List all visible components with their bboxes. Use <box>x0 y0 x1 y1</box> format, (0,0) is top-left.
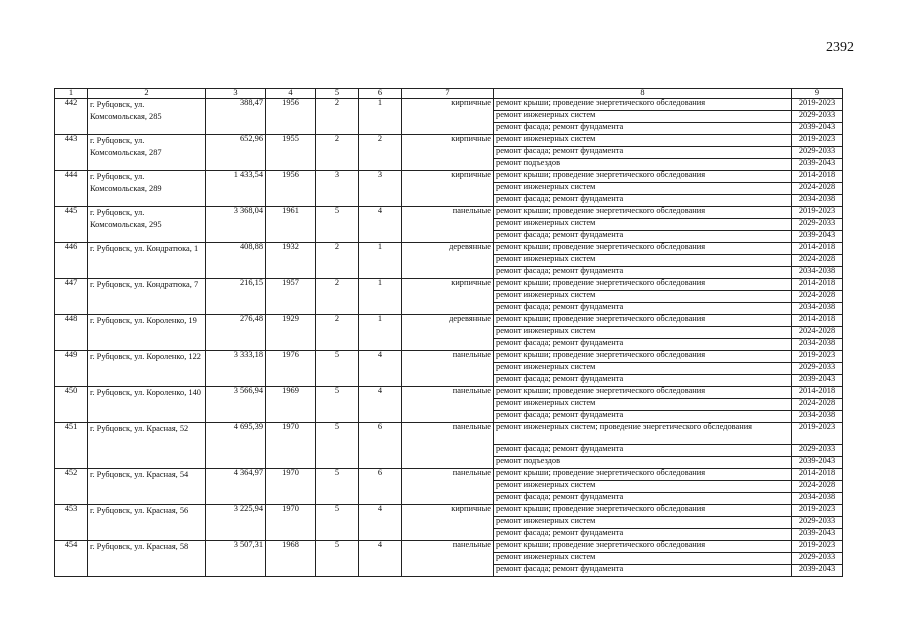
column-header: 4 <box>266 89 316 99</box>
period-cell: 2034-2038 <box>792 266 843 278</box>
work-type-cell: ремонт подъездов <box>494 456 792 468</box>
wall-material-cell: панельные <box>402 206 494 242</box>
period-cell: 2014-2018 <box>792 170 843 182</box>
work-type-cell: ремонт крыши; проведение энергетического обследования <box>494 242 792 254</box>
row-number: 452 <box>55 468 88 504</box>
period-cell: 2039-2043 <box>792 564 843 576</box>
floors-cell: 2 <box>316 98 359 134</box>
area-cell: 3 507,31 <box>206 540 266 576</box>
wall-material-cell: кирпичные <box>402 504 494 540</box>
period-cell: 2019-2023 <box>792 134 843 146</box>
period-cell: 2034-2038 <box>792 194 843 206</box>
table-row <box>55 386 843 398</box>
work-type-cell: ремонт фасада; ремонт фундамента <box>494 230 792 242</box>
row-number: 451 <box>55 422 88 468</box>
area-cell: 276,48 <box>206 314 266 350</box>
row-number: 448 <box>55 314 88 350</box>
table-row <box>55 170 843 182</box>
period-cell: 2029-2033 <box>792 146 843 158</box>
period-cell: 2019-2023 <box>792 206 843 218</box>
work-type-cell: ремонт крыши; проведение энергетического обследования <box>494 206 792 218</box>
period-cell: 2019-2023 <box>792 540 843 552</box>
row-number: 450 <box>55 386 88 422</box>
wall-material-cell: панельные <box>402 468 494 504</box>
period-cell: 2014-2018 <box>792 468 843 480</box>
floors-cell: 5 <box>316 386 359 422</box>
area-cell: 3 368,04 <box>206 206 266 242</box>
wall-material-cell: панельные <box>402 350 494 386</box>
period-cell: 2024-2028 <box>792 290 843 302</box>
area-cell: 652,96 <box>206 134 266 170</box>
entrances-cell: 4 <box>359 206 402 242</box>
work-type-cell: ремонт фасада; ремонт фундамента <box>494 146 792 158</box>
work-type-cell: ремонт фасада; ремонт фундамента <box>494 266 792 278</box>
table-row <box>55 242 843 254</box>
work-type-cell: ремонт фасада; ремонт фундамента <box>494 338 792 350</box>
address-cell: г. Рубцовск, ул. Короленко, 19 <box>88 314 206 350</box>
work-type-cell: ремонт инженерных систем <box>494 516 792 528</box>
year-cell: 1970 <box>266 468 316 504</box>
address-cell: г. Рубцовск, ул. Комсомольская, 287 <box>88 134 206 170</box>
work-type-cell: ремонт фасада; ремонт фундамента <box>494 528 792 540</box>
address-cell: г. Рубцовск, ул. Комсомольская, 295 <box>88 206 206 242</box>
table-row <box>55 278 843 290</box>
column-header: 8 <box>494 89 792 99</box>
entrances-cell: 3 <box>359 170 402 206</box>
period-cell: 2029-2033 <box>792 516 843 528</box>
entrances-cell: 1 <box>359 98 402 134</box>
floors-cell: 2 <box>316 242 359 278</box>
work-type-cell: ремонт инженерных систем <box>494 398 792 410</box>
period-cell: 2029-2033 <box>792 110 843 122</box>
repair-schedule-table <box>54 88 843 577</box>
row-number: 449 <box>55 350 88 386</box>
year-cell: 1961 <box>266 206 316 242</box>
floors-cell: 5 <box>316 350 359 386</box>
year-cell: 1956 <box>266 170 316 206</box>
row-number: 453 <box>55 504 88 540</box>
period-cell: 2019-2023 <box>792 98 843 110</box>
period-cell: 2019-2023 <box>792 350 843 362</box>
entrances-cell: 4 <box>359 504 402 540</box>
address-cell: г. Рубцовск, ул. Кондратюка, 1 <box>88 242 206 278</box>
wall-material-cell: кирпичные <box>402 134 494 170</box>
wall-material-cell: панельные <box>402 386 494 422</box>
entrances-cell: 4 <box>359 540 402 576</box>
header-row <box>55 89 843 99</box>
row-number: 444 <box>55 170 88 206</box>
area-cell: 216,15 <box>206 278 266 314</box>
year-cell: 1932 <box>266 242 316 278</box>
work-type-cell: ремонт фасада; ремонт фундамента <box>494 492 792 504</box>
address-cell: г. Рубцовск, ул. Короленко, 140 <box>88 386 206 422</box>
period-cell: 2029-2033 <box>792 218 843 230</box>
entrances-cell: 6 <box>359 468 402 504</box>
period-cell: 2034-2038 <box>792 338 843 350</box>
area-cell: 4 695,39 <box>206 422 266 468</box>
page-number: 2392 <box>826 40 854 55</box>
work-type-cell: ремонт фасада; ремонт фундамента <box>494 374 792 386</box>
period-cell: 2014-2018 <box>792 242 843 254</box>
table-row <box>55 350 843 362</box>
work-type-cell: ремонт инженерных систем <box>494 290 792 302</box>
floors-cell: 2 <box>316 134 359 170</box>
entrances-cell: 1 <box>359 314 402 350</box>
work-type-cell: ремонт крыши; проведение энергетического обследования <box>494 540 792 552</box>
table-row <box>55 422 843 444</box>
floors-cell: 5 <box>316 422 359 468</box>
address-cell: г. Рубцовск, ул. Комсомольская, 285 <box>88 98 206 134</box>
year-cell: 1969 <box>266 386 316 422</box>
year-cell: 1955 <box>266 134 316 170</box>
floors-cell: 5 <box>316 540 359 576</box>
work-type-cell: ремонт крыши; проведение энергетического обследования <box>494 504 792 516</box>
row-number: 445 <box>55 206 88 242</box>
table-row <box>55 134 843 146</box>
entrances-cell: 4 <box>359 386 402 422</box>
column-header: 3 <box>206 89 266 99</box>
row-number: 446 <box>55 242 88 278</box>
work-type-cell: ремонт крыши; проведение энергетического обследования <box>494 386 792 398</box>
period-cell: 2019-2023 <box>792 504 843 516</box>
entrances-cell: 1 <box>359 242 402 278</box>
work-type-cell: ремонт подъездов <box>494 158 792 170</box>
period-cell: 2019-2023 <box>792 422 843 444</box>
area-cell: 3 225,94 <box>206 504 266 540</box>
work-type-cell: ремонт крыши; проведение энергетического обследования <box>494 170 792 182</box>
year-cell: 1957 <box>266 278 316 314</box>
work-type-cell: ремонт фасада; ремонт фундамента <box>494 564 792 576</box>
column-header: 6 <box>359 89 402 99</box>
row-number: 442 <box>55 98 88 134</box>
wall-material-cell: кирпичные <box>402 98 494 134</box>
column-header: 7 <box>402 89 494 99</box>
row-number: 443 <box>55 134 88 170</box>
work-type-cell: ремонт фасада; ремонт фундамента <box>494 302 792 314</box>
floors-cell: 3 <box>316 170 359 206</box>
work-type-cell: ремонт фасада; ремонт фундамента <box>494 194 792 206</box>
address-cell: г. Рубцовск, ул. Красная, 58 <box>88 540 206 576</box>
year-cell: 1956 <box>266 98 316 134</box>
work-type-cell: ремонт инженерных систем <box>494 552 792 564</box>
period-cell: 2034-2038 <box>792 410 843 422</box>
period-cell: 2029-2033 <box>792 362 843 374</box>
address-cell: г. Рубцовск, ул. Красная, 56 <box>88 504 206 540</box>
year-cell: 1970 <box>266 422 316 468</box>
table-row <box>55 468 843 480</box>
period-cell: 2039-2043 <box>792 456 843 468</box>
period-cell: 2014-2018 <box>792 386 843 398</box>
year-cell: 1976 <box>266 350 316 386</box>
work-type-cell: ремонт инженерных систем <box>494 326 792 338</box>
period-cell: 2024-2028 <box>792 480 843 492</box>
column-header: 1 <box>55 89 88 99</box>
period-cell: 2039-2043 <box>792 230 843 242</box>
wall-material-cell: кирпичные <box>402 278 494 314</box>
work-type-cell: ремонт фасада; ремонт фундамента <box>494 410 792 422</box>
floors-cell: 5 <box>316 468 359 504</box>
area-cell: 408,88 <box>206 242 266 278</box>
entrances-cell: 2 <box>359 134 402 170</box>
wall-material-cell: кирпичные <box>402 170 494 206</box>
period-cell: 2039-2043 <box>792 528 843 540</box>
floors-cell: 2 <box>316 314 359 350</box>
wall-material-cell: панельные <box>402 422 494 468</box>
work-type-cell: ремонт инженерных систем <box>494 110 792 122</box>
table-row <box>55 206 843 218</box>
period-cell: 2034-2038 <box>792 302 843 314</box>
work-type-cell: ремонт инженерных систем <box>494 362 792 374</box>
period-cell: 2029-2033 <box>792 444 843 456</box>
wall-material-cell: деревянные <box>402 314 494 350</box>
work-type-cell: ремонт крыши; проведение энергетического обследования <box>494 278 792 290</box>
work-type-cell: ремонт инженерных систем <box>494 134 792 146</box>
period-cell: 2014-2018 <box>792 278 843 290</box>
period-cell: 2024-2028 <box>792 182 843 194</box>
address-cell: г. Рубцовск, ул. Красная, 52 <box>88 422 206 468</box>
entrances-cell: 6 <box>359 422 402 468</box>
floors-cell: 5 <box>316 504 359 540</box>
work-type-cell: ремонт инженерных систем <box>494 218 792 230</box>
work-type-cell: ремонт инженерных систем <box>494 254 792 266</box>
address-cell: г. Рубцовск, ул. Комсомольская, 289 <box>88 170 206 206</box>
entrances-cell: 4 <box>359 350 402 386</box>
period-cell: 2029-2033 <box>792 552 843 564</box>
period-cell: 2039-2043 <box>792 374 843 386</box>
year-cell: 1968 <box>266 540 316 576</box>
area-cell: 3 566,94 <box>206 386 266 422</box>
column-header: 5 <box>316 89 359 99</box>
work-type-cell: ремонт крыши; проведение энергетического обследования <box>494 314 792 326</box>
row-number: 454 <box>55 540 88 576</box>
work-type-cell: ремонт инженерных систем; проведение энергетического обследования <box>494 422 792 444</box>
work-type-cell: ремонт фасада; ремонт фундамента <box>494 122 792 134</box>
address-cell: г. Рубцовск, ул. Кондратюка, 7 <box>88 278 206 314</box>
row-number: 447 <box>55 278 88 314</box>
work-type-cell: ремонт крыши; проведение энергетического обследования <box>494 350 792 362</box>
wall-material-cell: панельные <box>402 540 494 576</box>
year-cell: 1970 <box>266 504 316 540</box>
table-row <box>55 98 843 110</box>
work-type-cell: ремонт крыши; проведение энергетического обследования <box>494 468 792 480</box>
area-cell: 4 364,97 <box>206 468 266 504</box>
period-cell: 2024-2028 <box>792 398 843 410</box>
address-cell: г. Рубцовск, ул. Короленко, 122 <box>88 350 206 386</box>
year-cell: 1929 <box>266 314 316 350</box>
work-type-cell: ремонт крыши; проведение энергетического обследования <box>494 98 792 110</box>
work-type-cell: ремонт фасада; ремонт фундамента <box>494 444 792 456</box>
column-header: 2 <box>88 89 206 99</box>
floors-cell: 2 <box>316 278 359 314</box>
area-cell: 1 433,54 <box>206 170 266 206</box>
column-header: 9 <box>792 89 843 99</box>
work-type-cell: ремонт инженерных систем <box>494 182 792 194</box>
period-cell: 2039-2043 <box>792 122 843 134</box>
table-row <box>55 314 843 326</box>
period-cell: 2024-2028 <box>792 254 843 266</box>
period-cell: 2034-2038 <box>792 492 843 504</box>
table-body <box>55 89 843 577</box>
wall-material-cell: деревянные <box>402 242 494 278</box>
work-type-cell: ремонт инженерных систем <box>494 480 792 492</box>
table-row <box>55 504 843 516</box>
floors-cell: 5 <box>316 206 359 242</box>
period-cell: 2024-2028 <box>792 326 843 338</box>
period-cell: 2014-2018 <box>792 314 843 326</box>
entrances-cell: 1 <box>359 278 402 314</box>
period-cell: 2039-2043 <box>792 158 843 170</box>
table-row <box>55 540 843 552</box>
address-cell: г. Рубцовск, ул. Красная, 54 <box>88 468 206 504</box>
area-cell: 388,47 <box>206 98 266 134</box>
area-cell: 3 333,18 <box>206 350 266 386</box>
